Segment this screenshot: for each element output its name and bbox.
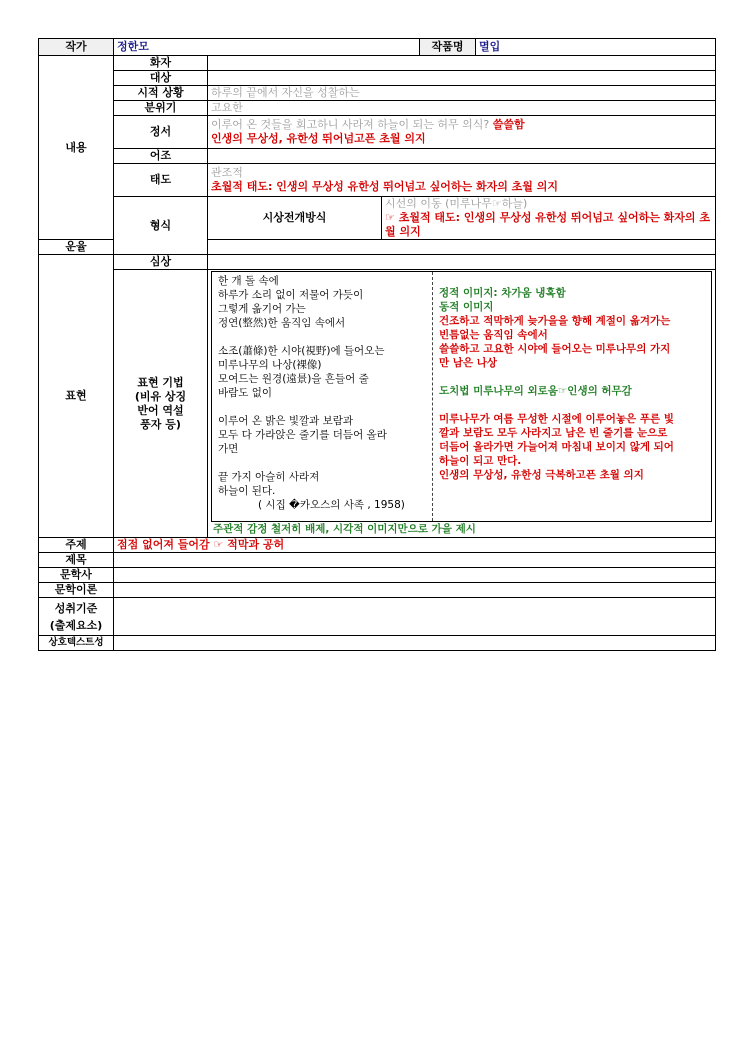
rhyme-label: 운율	[39, 240, 114, 255]
emotion-line1-text: 이루어 온 것들을 회고하니 사라져 하늘이 되는 허무 의식?	[211, 118, 493, 131]
note-gap	[439, 398, 707, 412]
tone-label: 어조	[114, 149, 208, 164]
technique-label-line: (비유 상징	[134, 389, 187, 403]
poem-line: 하늘이 된다.	[218, 485, 276, 497]
poem-stanza-gap	[218, 330, 432, 344]
note-line: 하늘이 되고 만다.	[439, 455, 522, 467]
poem-line: 끝 가지 아슬히 사라져	[218, 471, 320, 483]
development-label: 시상전개방식	[208, 197, 382, 240]
attitude-value	[208, 164, 716, 197]
literary-history-value	[114, 568, 716, 583]
technique-label	[114, 270, 208, 538]
development-value	[382, 197, 716, 240]
note-line: 인생의 무상성, 유한성 극복하고픈 초월 의지	[439, 469, 644, 481]
poem-text	[212, 272, 433, 521]
poem-line: 가면	[218, 443, 239, 455]
poem-line: 그렇게 옮기어 가는	[218, 303, 306, 315]
situation-value: 하루의 끝에서 자신을 성찰하는	[208, 86, 716, 101]
literary-history-label: 문학사	[39, 568, 114, 583]
content-section-label: 내용	[39, 56, 114, 240]
target-label: 대상	[114, 71, 208, 86]
form-section-label: 형식	[114, 197, 208, 255]
standard-label	[39, 598, 114, 636]
speaker-value	[208, 56, 716, 71]
theme-value: 점점 없어져 들어감 ☞ 적막과 공허	[114, 538, 716, 553]
expression-section-label: 표현	[39, 255, 114, 538]
author-label: 작가	[39, 39, 114, 56]
poem-line: 모두 다 가라앉은 줄기를 더듬어 올라	[218, 429, 387, 441]
note-line: 미루나무가 여름 무성한 시절에 이루어놓은 푸른 빛	[439, 413, 674, 425]
mood-value: 고요한	[208, 101, 716, 116]
tone-value	[208, 149, 716, 164]
note-line: 쓸쓸하고 고요한 시야에 들어오는 미루나무의 가지	[439, 343, 671, 355]
title-row-value	[114, 553, 716, 568]
work-title: 멸입	[479, 40, 501, 53]
author-value	[114, 39, 420, 56]
image-value	[208, 255, 716, 270]
emotion-value	[208, 116, 716, 149]
intertext-label: 상호텍스트성	[39, 636, 114, 651]
emotion-line1-emphasis: 쓸쓸함	[492, 118, 525, 131]
intertext-value	[114, 636, 716, 651]
technique-summary: 주관적 감정 철저히 배제, 시각적 이미지만으로 가을 제시	[213, 523, 476, 535]
note-line: 동적 이미지	[439, 301, 494, 313]
speaker-label: 화자	[114, 56, 208, 71]
standard-label-line2: (출제요소)	[49, 618, 103, 632]
mood-label: 분위기	[114, 101, 208, 116]
technique-label-line: 반어 역설	[137, 403, 184, 417]
literary-theory-value	[114, 583, 716, 598]
poem-line: 소조(蕭條)한 시야(視野)에 들어오는	[218, 345, 385, 357]
note-line: 만 남은 나상	[439, 357, 498, 369]
poem-stanza-gap	[218, 456, 432, 470]
attitude-label: 태도	[114, 164, 208, 197]
analysis-table	[38, 38, 716, 651]
note-line: 깔과 보람도 모두 사라지고 남은 빈 줄기를 눈으로	[439, 427, 668, 439]
standard-value	[114, 598, 716, 636]
note-line: 도치법 미루나무의 외로움☞인생의 허무감	[439, 385, 632, 397]
note-line: 빈틈없는 움직임 속에서	[439, 329, 548, 341]
target-value	[208, 71, 716, 86]
poem-line: 하루가 소리 없이 저물어 가듯이	[218, 289, 364, 301]
development-line2: ☞ 초월적 태도: 인생의 무상성 유한성 뛰어넘고 싶어하는 화자의 초월 의지	[385, 211, 711, 238]
poem-notes	[433, 272, 711, 521]
poem-line: 바람도 없이	[218, 387, 273, 399]
note-gap	[439, 370, 707, 384]
image-label: 심상	[114, 255, 208, 270]
technique-value	[208, 270, 716, 538]
poem-box	[211, 271, 712, 522]
rhyme-value	[208, 240, 716, 255]
poem-stanza-gap	[218, 400, 432, 414]
literary-theory-label: 문학이론	[39, 583, 114, 598]
technique-label-line: 풍자 등)	[140, 417, 181, 431]
poem-line: 이루어 온 밝은 빛깔과 보람과	[218, 415, 354, 427]
work-value	[476, 39, 716, 56]
emotion-line2: 인생의 무상성, 유한성 뛰어넘고픈 초월 의지	[211, 132, 426, 145]
note-line: 정적 이미지: 차가움 냉혹함	[439, 287, 566, 299]
theme-label: 주제	[39, 538, 114, 553]
title-row-label: 제목	[39, 553, 114, 568]
situation-label: 시적 상황	[114, 86, 208, 101]
emotion-label: 정서	[114, 116, 208, 149]
note-line: 더듬어 올라가면 가늘어져 마침내 보이지 않게 되어	[439, 441, 674, 453]
poem-line: 한 개 돌 속에	[218, 275, 279, 287]
author-name: 정한모	[117, 40, 149, 53]
development-line1: 시선의 이동 (미루나무☞하늘)	[385, 197, 528, 210]
poem-source: ( 시집 �카오스의 사족 , 1958)	[258, 499, 405, 511]
poem-line: 정연(整然)한 움직임 속에서	[218, 317, 346, 329]
technique-label-line: 표현 기법	[137, 375, 184, 389]
work-label: 작품명	[420, 39, 476, 56]
attitude-line2: 초월적 태도: 인생의 무상성 유한성 뛰어넘고 싶어하는 화자의 초월 의지	[211, 180, 559, 193]
note-line: 건조하고 적막하게 늦가을을 향해 계절이 옮겨가는	[439, 315, 671, 327]
header-row	[39, 39, 716, 56]
poem-line: 미루나무의 나상(裸像)	[218, 359, 322, 371]
poem-line: 모여드는 원경(遠景)을 흔들어 줄	[218, 373, 369, 385]
standard-label-line1: 성취기준	[54, 601, 98, 615]
attitude-line1: 관조적	[211, 166, 243, 179]
